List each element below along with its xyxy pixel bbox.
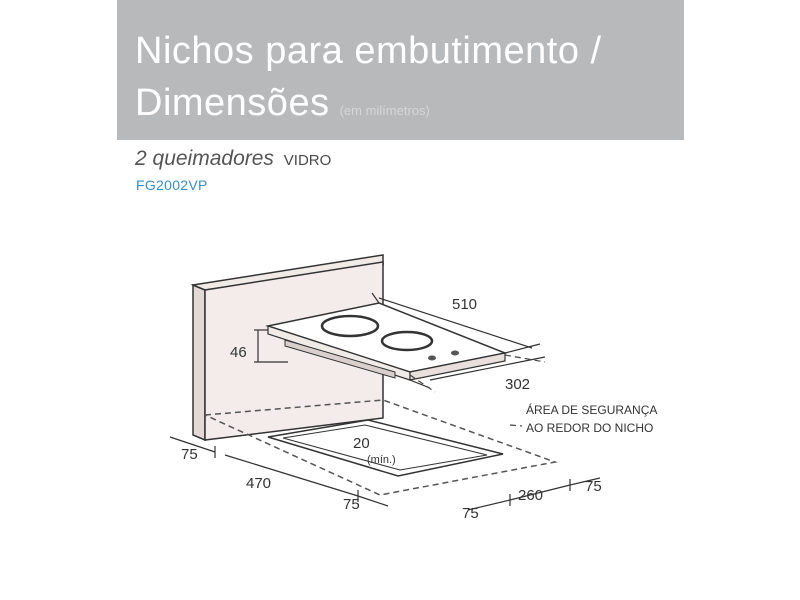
page-title-text: Dimensões bbox=[135, 82, 330, 124]
safety-area-label-2: AO REDOR DO NICHO bbox=[526, 421, 654, 435]
unit-note: (em milímetros) bbox=[339, 103, 430, 118]
label-510: 510 bbox=[452, 296, 478, 313]
label-min: (mín.) bbox=[367, 454, 396, 466]
page-title-line-1: Nichos para embutimento / bbox=[135, 30, 602, 72]
label-min-gap: 20 bbox=[353, 435, 370, 452]
label-470: 470 bbox=[246, 475, 272, 492]
label-302: 302 bbox=[505, 376, 531, 393]
guide-safety-pointer bbox=[510, 425, 522, 426]
product-name: 2 queimadores bbox=[135, 147, 274, 170]
product-material: VIDRO bbox=[283, 152, 332, 169]
label-75-right: 75 bbox=[585, 478, 602, 495]
dim-line-75-front bbox=[358, 496, 388, 506]
safety-area-label-1: ÁREA DE SEGURANÇA bbox=[526, 403, 658, 417]
label-75-left: 75 bbox=[181, 446, 198, 463]
label-260: 260 bbox=[518, 487, 544, 504]
wall-front-face bbox=[193, 285, 205, 440]
model-code: FG2002VP bbox=[136, 177, 208, 193]
label-75-front: 75 bbox=[343, 496, 360, 513]
label-75-back: 75 bbox=[462, 505, 479, 522]
knob-1-icon bbox=[428, 356, 436, 361]
label-46: 46 bbox=[230, 344, 247, 361]
knob-2-icon bbox=[451, 351, 459, 356]
